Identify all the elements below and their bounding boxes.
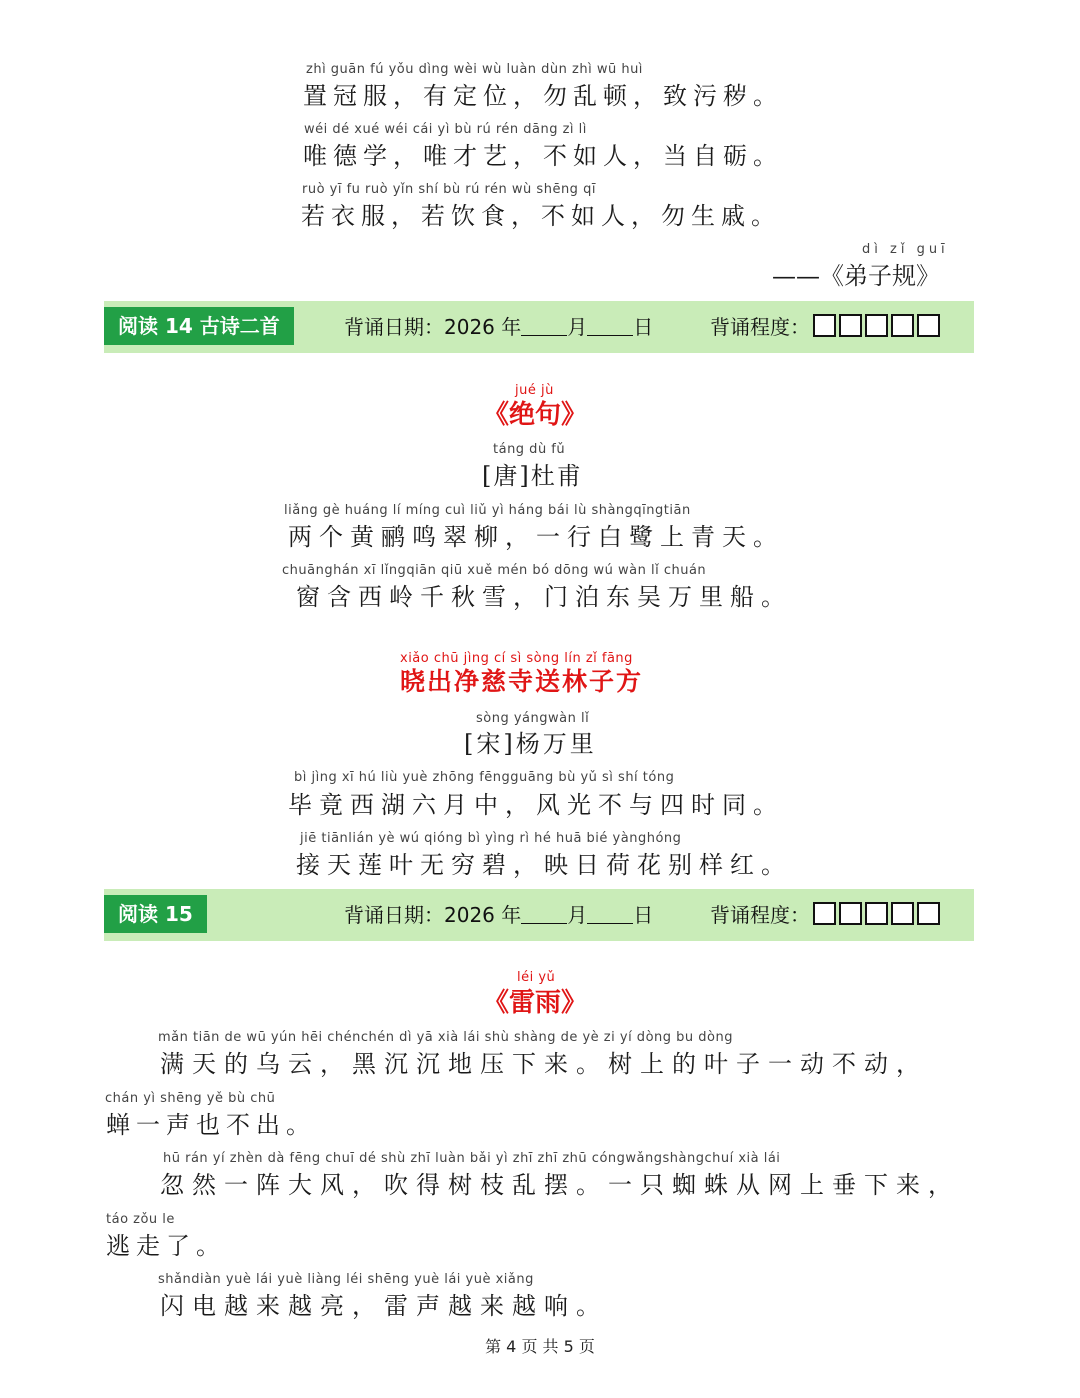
title-pinyin: xiǎo chū jìng cí sì sòng lín zǐ fāng (400, 651, 633, 666)
verse-line: 置冠服，有定位，勿乱顿，致污秽。 (303, 82, 783, 110)
progress-checkbox[interactable] (839, 902, 862, 925)
progress-checkbox[interactable] (865, 902, 888, 925)
pinyin-line: bì jìng xī hú liù yuè zhōng fēngguāng bù yǔ sì shí tóng (294, 770, 675, 785)
date-label: 背诵日期：2026 年 (344, 903, 522, 927)
pinyin-line: wéi dé xué wéi cái yì bù rú rén dāng zì lì (304, 122, 587, 137)
prose-line: 满天的乌云，黑沉沉地压下来。树上的叶子一动不动， (160, 1050, 928, 1078)
progress-checkbox[interactable] (839, 314, 862, 337)
verse-line: 毕竟西湖六月中，风光不与四时同。 (288, 791, 784, 819)
poem-author: [宋]杨万里 (464, 730, 597, 758)
pinyin-line: ruò yī fu ruò yǐn shí bù rú rén wù shēng qī (302, 182, 596, 197)
verse-line: 接天莲叶无穷碧，映日荷花别样红。 (296, 851, 792, 879)
poem-title: 《绝句》 (483, 400, 588, 430)
section-header-14 (104, 301, 974, 353)
title-pinyin: léi yǔ (517, 970, 556, 985)
pinyin-line: liǎng gè huáng lí míng cuì liǔ yì háng bái lù shàngqīngtiān (284, 503, 691, 518)
prose-line: 忽然一阵大风，吹得树枝乱摆。一只蜘蛛从网上垂下来， (160, 1171, 960, 1199)
author-pinyin: táng dù fǔ (493, 442, 566, 457)
recite-date (344, 301, 653, 353)
progress-checkbox[interactable] (813, 902, 836, 925)
title-pinyin: jué jù (515, 383, 554, 398)
month-blank[interactable] (521, 905, 567, 924)
progress-checkbox[interactable] (865, 314, 888, 337)
progress-checkbox[interactable] (917, 314, 940, 337)
pinyin-line: chán yì shēng yě bù chū (105, 1091, 276, 1106)
source-credit: ——《弟子规》 (772, 262, 940, 290)
pinyin-line: shǎndiàn yuè lái yuè liàng léi shēng yuè lái yuè xiǎng (158, 1272, 534, 1287)
date-label: 背诵日期：2026 年 (344, 315, 522, 339)
poem-title: 晓出净慈寺送林子方 (400, 667, 644, 696)
pinyin-line: zhì guān fú yǒu dìng wèi wù luàn dùn zhì wū huì (306, 62, 643, 77)
prose-line: 逃走了。 (106, 1232, 226, 1260)
pinyin-line: chuānghán xī lǐngqiān qiū xuě mén bó dōng wú wàn lǐ chuán (282, 563, 707, 578)
pinyin-line: hū rán yí zhèn dà fēng chuī dé shù zhī luàn bǎi yì zhī zhī zhū cóngwǎngshàngchuí xià lái (163, 1151, 781, 1166)
pinyin-line: táo zǒu le (106, 1212, 175, 1227)
verse-line: 窗含西岭千秋雪，门泊东吴万里船。 (296, 583, 792, 611)
progress-checkbox[interactable] (813, 314, 836, 337)
month-blank[interactable] (521, 317, 567, 336)
progress-label: 背诵程度： (710, 315, 810, 339)
prose-line: 蝉一声也不出。 (106, 1111, 316, 1139)
verse-line: 两个黄鹂鸣翠柳，一行白鹭上青天。 (288, 523, 784, 551)
recite-date (344, 889, 653, 941)
section-tag: 阅读 14 古诗二首 (104, 307, 294, 345)
day-blank[interactable] (587, 317, 633, 336)
poem-author: [唐]杜甫 (482, 462, 583, 490)
day-blank[interactable] (587, 905, 633, 924)
progress-checkbox[interactable] (891, 902, 914, 925)
author-pinyin: sòng yángwàn lǐ (476, 711, 590, 726)
day-label: 日 (633, 903, 654, 927)
verse-line: 若衣服，若饮食，不如人，勿生戚。 (301, 202, 781, 230)
section-header-15 (104, 889, 974, 941)
section-tag: 阅读 15 (104, 895, 207, 933)
pinyin-line: jiē tiānlián yè wú qióng bì yìng rì hé huā bié yànghóng (300, 831, 682, 846)
progress-label: 背诵程度： (710, 903, 810, 927)
text-title: 《雷雨》 (483, 988, 588, 1018)
verse-line: 唯德学，唯才艺，不如人，当自砺。 (303, 142, 783, 170)
prose-line: 闪电越来越亮，雷声越来越响。 (160, 1292, 608, 1320)
progress-checkbox[interactable] (917, 902, 940, 925)
month-label: 月 (567, 903, 588, 927)
page-number: 第 4 页 共 5 页 (485, 1337, 595, 1356)
progress-checkbox[interactable] (891, 314, 914, 337)
recite-progress (710, 301, 940, 353)
month-label: 月 (567, 315, 588, 339)
day-label: 日 (633, 315, 654, 339)
recite-progress (710, 889, 940, 941)
pinyin-line: mǎn tiān de wū yún hēi chénchén dì yā xià lái shù shàng de yè zi yí dòng bu dòng (158, 1030, 733, 1045)
credit-pinyin: dì zǐ guī (862, 242, 949, 257)
